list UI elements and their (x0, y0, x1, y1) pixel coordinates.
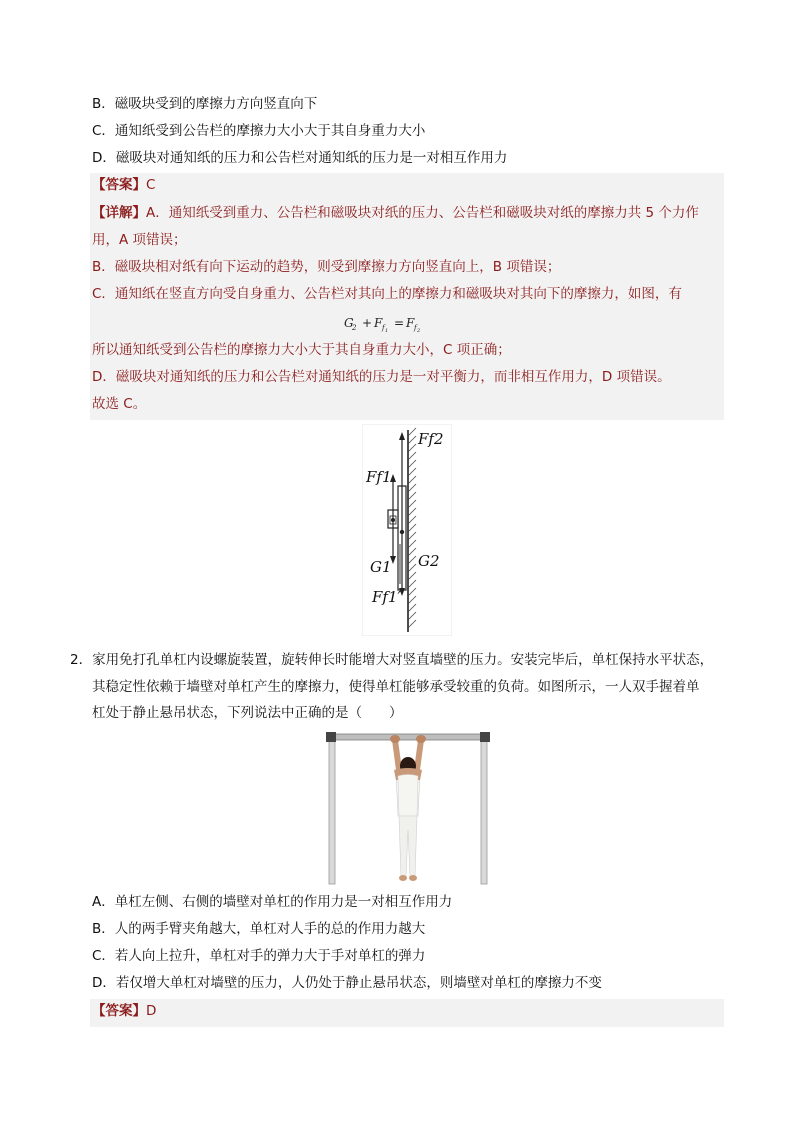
svg-text:F: F (406, 316, 415, 330)
answer-value: C (146, 177, 156, 193)
formula-image (342, 313, 452, 335)
explain-line-7: 故选 C。 (92, 396, 147, 412)
q2-answer (92, 1002, 156, 1020)
svg-text:2: 2 (417, 328, 421, 334)
force-diagram (362, 424, 452, 636)
formula (0, 313, 794, 338)
q2-answer-panel (90, 999, 724, 1027)
explain-line-1 (92, 204, 699, 222)
q2-answer-label: 【答案】 (92, 1003, 146, 1019)
q2-option-d: D．若仅增大单杠对墙壁的压力，人仍处于静止悬吊状态，则墙壁对单杠的摩擦力不变 (92, 975, 602, 991)
label-ff1-prime: Ff1′ (372, 588, 401, 606)
svg-text:=: = (394, 316, 405, 330)
explain-label: 【详解】 (92, 205, 146, 221)
pullup-bar-svg (326, 730, 490, 885)
q2-option-a: A．单杠左侧、右侧的墙壁对单杠的作用力是一对相互作用力 (92, 894, 453, 910)
svg-text:2: 2 (352, 324, 357, 332)
label-ff2: Ff2 (418, 430, 444, 448)
explain-line-2: 用，A 项错误； (92, 232, 187, 248)
explain-line-6: D．磁吸块对通知纸的压力和公告栏对通知纸的压力是一对平衡力，而非相互作用力，D 项错误。 (92, 369, 671, 385)
q1-option-d: D．磁吸块对通知纸的压力和公告栏对通知纸的压力是一对相互作用力 (92, 150, 508, 166)
q2-stem-line-3: 杠处于静止悬吊状态，下列说法中正确的是（ ） (92, 705, 403, 721)
q2-option-b: B．人的两手臂夹角越大，单杠对人手的总的作用力越大 (92, 921, 426, 937)
svg-text:+: + (362, 316, 373, 330)
q2-stem-line-2: 其稳定性依赖于墙壁对单杠产生的摩擦力，使得单杠能够承受较重的负荷。如图所示，一人双手握着单 (92, 679, 700, 695)
explain-line-3: B．磁吸块相对纸有向下运动的趋势，则受到摩擦力方向竖直向上，B 项错误； (92, 259, 561, 275)
q2-option-c: C．若人向上拉升，单杠对手的弹力大于手对单杠的弹力 (92, 948, 426, 964)
q1-answer (92, 176, 155, 194)
label-ff1: Ff1 (366, 468, 392, 486)
q2-answer-value: D (146, 1003, 157, 1019)
pullup-bar-figure (326, 730, 490, 885)
label-g1: G1 (370, 558, 392, 576)
explain-line-4: C．通知纸在竖直方向受自身重力、公告栏对其向上的摩擦力和磁吸块对其向下的摩擦力，如图，有 (92, 286, 682, 302)
q1-option-c: C．通知纸受到公告栏的摩擦力大小大于其自身重力大小 (92, 123, 426, 139)
svg-text:f: f (382, 324, 385, 332)
q1-option-b: B．磁吸块受到的摩擦力方向竖直向下 (92, 96, 318, 112)
answer-label: 【答案】 (92, 177, 146, 193)
explain-text-1: A．通知纸受到重力、公告栏和磁吸块对纸的压力、公告栏和磁吸块对纸的摩擦力共 5 个力作 (146, 205, 699, 221)
explain-line-5: 所以通知纸受到公告栏的摩擦力大小大于其自身重力大小，C 项正确； (92, 342, 511, 358)
svg-text:F: F (374, 316, 383, 330)
svg-text:f: f (414, 324, 417, 332)
svg-text:1: 1 (385, 328, 389, 334)
q2-stem-line-1: 2．家用免打孔单杠内设螺旋装置，旋转伸长时能增大对竖直墙壁的压力。安装完毕后，单杠保持水平状态， (70, 652, 714, 668)
label-g2: G2 (418, 552, 440, 570)
svg-text:G: G (344, 316, 354, 330)
